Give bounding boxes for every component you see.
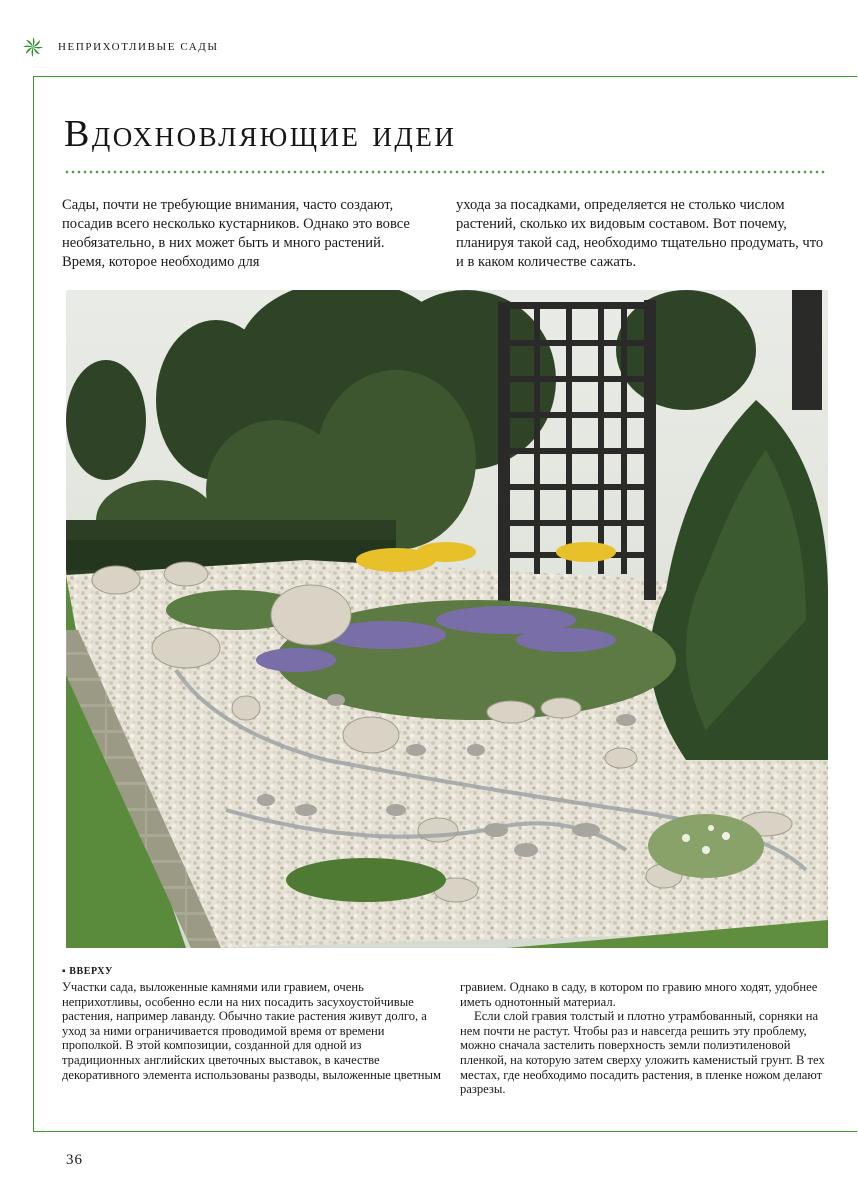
section-title: НЕПРИХОТЛИВЫЕ САДЫ xyxy=(58,41,219,53)
garden-photo xyxy=(66,290,828,948)
caption-right-paragraph-2: Если слой гравия толстый и плотно утрамбованный, сорняки на нем почти не растут. Чтобы раз и навсегда решить эту проблему, можно сначала застелить поверхность земли полиэтиленовой пленкой, на которую затем сверху уложить каменистый грунт. В тех местах, где необходимо посадить растения, в пленке ножом делают разрезы. xyxy=(460,1009,825,1097)
leaf-icon xyxy=(22,36,44,58)
dotted-divider xyxy=(64,170,826,174)
page-header xyxy=(22,36,219,58)
page-number: 36 xyxy=(66,1152,83,1168)
caption-right-paragraph-1: гравием. Однако в саду, в котором по гравию много ходят, удобнее иметь однотонный материал. xyxy=(460,980,818,1009)
caption-label: ▪ ВВЕРХУ xyxy=(62,966,113,977)
page-title: Вдохновляющие идеи xyxy=(64,113,457,155)
caption-text-right xyxy=(460,980,835,1097)
intro-text-right: ухода за посадками, определяется не столько числом растений, сколько их видовым составом. Вот почему, планируя такой сад, необходимо тщательно продумать, что и в каком количестве сажать. xyxy=(456,197,824,270)
caption-text-left: Участки сада, выложенные камнями или гравием, очень неприхотливы, особенно если на них посадить засухоустойчивые растения, например лаванду. Обычно такие растения живут долго, а уход за ними ограничивается проводимой время от времени прополкой. В этой композиции, созданной для одной из традиционных английских цветочных выставок, в качестве декоративного элемента использованы разводы, выложенные цветным xyxy=(62,980,441,1082)
intro-text-left: Сады, почти не требующие внимания, часто создают, посадив всего несколько кустарников. Однако это вовсе необязательно, в них может быть и много растений. Время, которое необходимо для xyxy=(62,197,410,270)
